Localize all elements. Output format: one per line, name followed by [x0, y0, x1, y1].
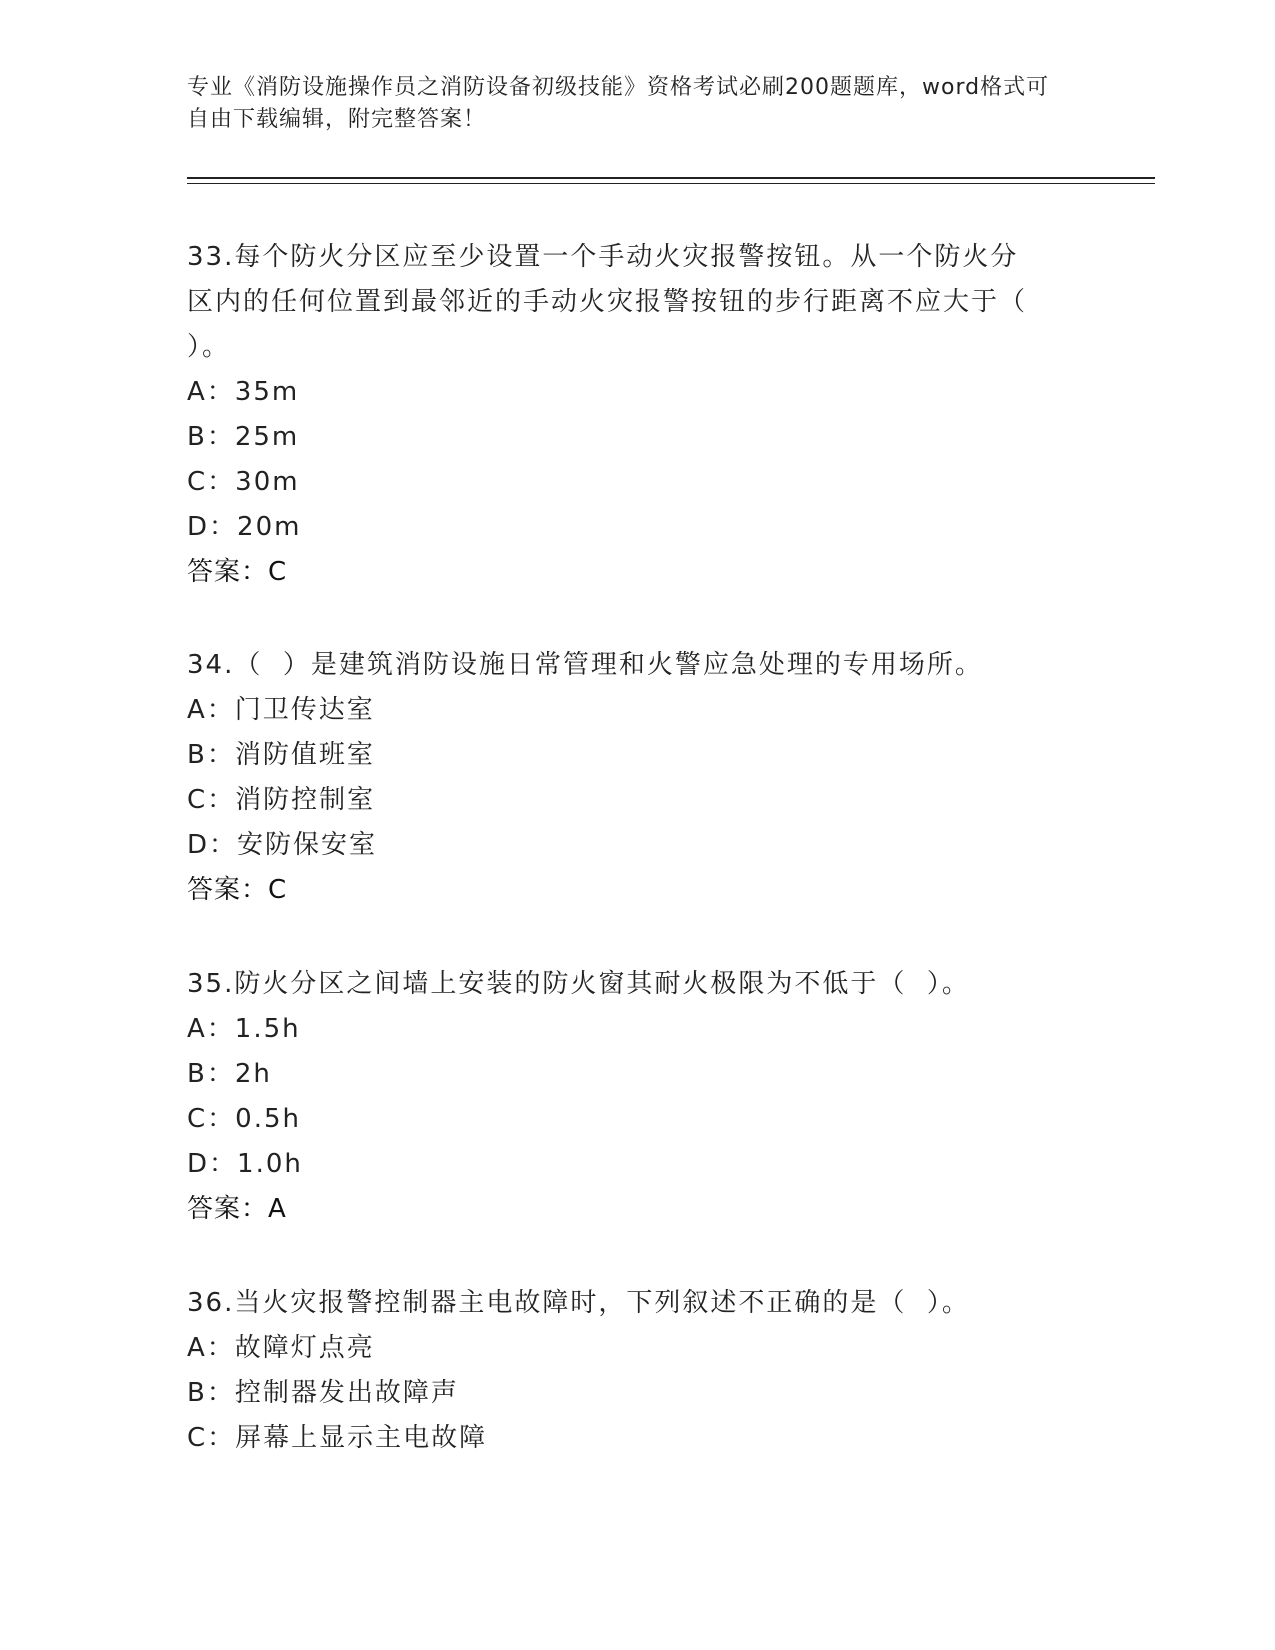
option-a: A：门卫传达室 [187, 695, 375, 725]
question-stem: 36.当火灾报警控制器主电故障时，下列叙述不正确的是（ ）。 [187, 1288, 970, 1318]
question-36 [187, 1281, 1087, 1461]
header-divider-thin [187, 183, 1155, 184]
option-c: C：消防控制室 [187, 785, 376, 815]
option-a: A：1.5h [187, 1014, 301, 1044]
option-a: A：35m [187, 377, 300, 407]
option-b: B：25m [187, 422, 300, 452]
document-header: 专业《消防设施操作员之消防设备初级技能》资格考试必刷200题题库，word格式可自由下载编辑，附完整答案！ [187, 75, 1050, 132]
header-divider [187, 177, 1155, 179]
option-c: C：0.5h [187, 1104, 301, 1134]
question-stem: 33.每个防火分区应至少设置一个手动火灾报警按钮。从一个防火分区内的任何位置到最邻近的手动火灾报警按钮的步行距离不应大于（ ）。 [187, 242, 1028, 362]
answer: 答案：C [187, 557, 288, 587]
option-b: B：2h [187, 1059, 272, 1089]
option-c: C：屏幕上显示主电故障 [187, 1423, 488, 1453]
question-stem: 34.（ ）是建筑消防设施日常管理和火警应急处理的专用场所。 [187, 650, 983, 680]
option-d: D：1.0h [187, 1149, 303, 1179]
option-d: D：安防保安室 [187, 830, 378, 860]
option-b: B：控制器发出故障声 [187, 1378, 459, 1408]
question-33 [187, 235, 1087, 595]
option-b: B：消防值班室 [187, 740, 375, 770]
answer: 答案：A [187, 1194, 287, 1224]
question-34 [187, 643, 1087, 913]
answer: 答案：C [187, 875, 288, 905]
question-35 [187, 962, 1087, 1232]
option-d: D：20m [187, 512, 302, 542]
question-stem: 35.防火分区之间墙上安装的防火窗其耐火极限为不低于（ ）。 [187, 969, 970, 999]
option-a: A：故障灯点亮 [187, 1333, 375, 1363]
option-c: C：30m [187, 467, 300, 497]
